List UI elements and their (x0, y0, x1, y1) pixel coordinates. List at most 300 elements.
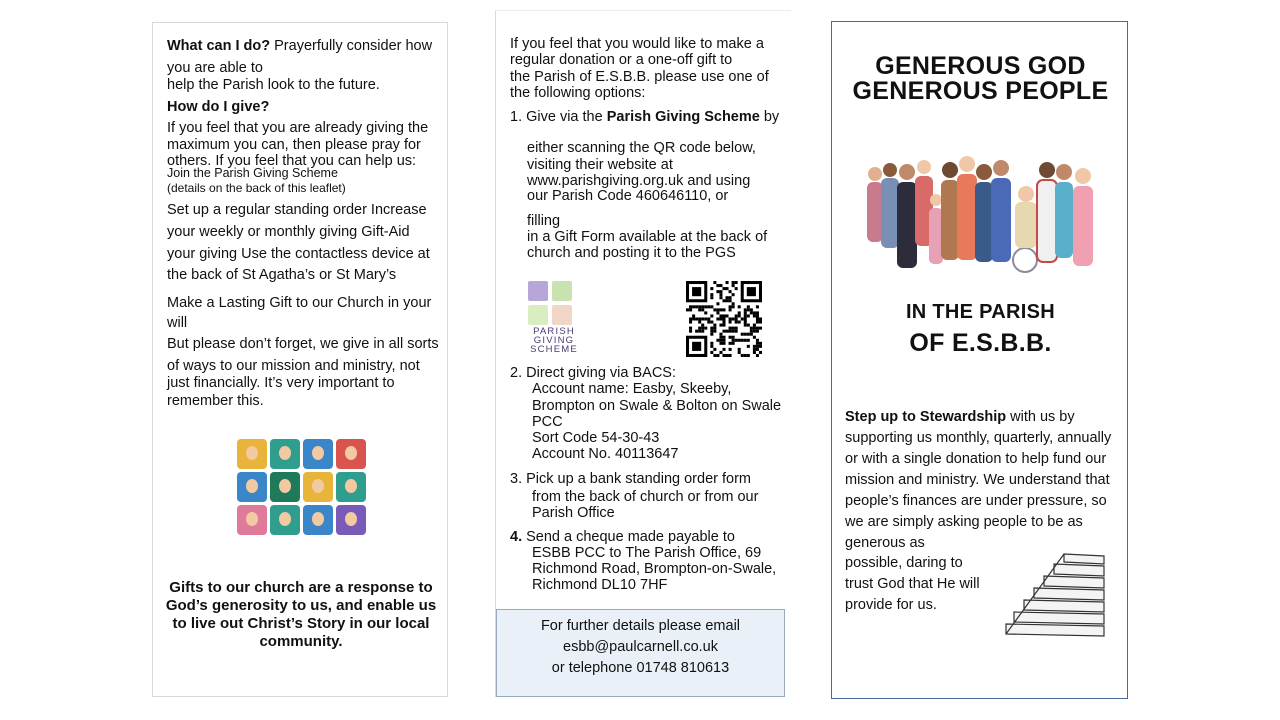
person-head (1075, 168, 1091, 184)
qr-module (735, 330, 738, 333)
closing-statement: Gifts to our church are a response to God’s generosity to us, and enable us to live out Christ’s Story in our local community. (165, 579, 437, 650)
qr-module (729, 305, 732, 308)
text-line: Set up a regular standing order Increase (167, 202, 427, 218)
qr-module (722, 342, 725, 345)
intro-line: the Parish of E.S.B.B. please use one of (510, 69, 769, 85)
option-2-line: Account No. 40113647 (532, 446, 679, 462)
qr-module (738, 311, 741, 314)
qr-module (747, 308, 750, 311)
stewardship-heading: Step up to Stewardship (845, 409, 1007, 425)
qr-module (710, 342, 713, 345)
qr-module (729, 321, 732, 324)
puzzle-piece (270, 472, 300, 502)
qr-module (722, 336, 725, 339)
qr-module (756, 305, 759, 308)
qr-module (707, 305, 710, 308)
person-figure (1037, 180, 1057, 262)
puzzle-faces-illustration (237, 439, 365, 535)
diverse-people-illustration (865, 152, 1099, 276)
question-label: How do I give? (167, 99, 270, 115)
qr-module (753, 345, 756, 348)
qr-module (732, 336, 735, 339)
qr-module (750, 333, 753, 336)
qr-module (710, 287, 713, 290)
person-figure (1015, 202, 1037, 248)
qr-module (732, 339, 735, 342)
qr-module (707, 321, 710, 324)
qr-module (722, 314, 725, 317)
qr-module (726, 314, 729, 317)
qr-module (750, 311, 753, 314)
qr-module (729, 290, 732, 293)
qr-module (738, 305, 741, 308)
subtitle-line-1: IN THE PARISH (905, 301, 1056, 323)
person-head (1018, 186, 1034, 202)
person-figure (881, 178, 899, 248)
option-1-line: our Parish Code 460646110, or (527, 188, 729, 204)
qr-module (716, 354, 719, 357)
qr-module (695, 317, 698, 320)
stewardship-line (845, 409, 1075, 425)
qr-module (713, 281, 716, 284)
qr-module (732, 305, 735, 308)
text-line: others. If you feel that you can help us: (167, 153, 417, 169)
qr-module (756, 330, 759, 333)
qr-module (750, 327, 753, 330)
qr-finder (747, 287, 756, 296)
question-what-can-i-do: What can I do? (167, 38, 271, 54)
qr-module (689, 327, 692, 330)
qr-module (726, 299, 729, 302)
middle-panel (495, 10, 791, 697)
qr-module (759, 345, 762, 348)
qr-module (756, 321, 759, 324)
qr-module (732, 281, 735, 284)
qr-module (722, 308, 725, 311)
qr-module (689, 308, 692, 311)
logo-square (552, 281, 572, 301)
qr-module (722, 348, 725, 351)
option-3-heading: 3. Pick up a bank standing order form (510, 471, 751, 487)
qr-module (704, 311, 707, 314)
qr-module (719, 293, 722, 296)
text-line: possible, daring to (845, 555, 963, 571)
option-1-line: either scanning the QR code below, (527, 140, 756, 156)
qr-module (716, 308, 719, 311)
qr-module (713, 348, 716, 351)
qr-module (719, 317, 722, 320)
text-line: maximum you can, then please pray for (167, 137, 421, 153)
qr-module (710, 333, 713, 336)
puzzle-piece (303, 439, 333, 469)
text-line: your giving Use the contactless device at (167, 246, 430, 262)
option-text: Send a cheque made payable to (522, 529, 735, 545)
person-figure (957, 174, 977, 260)
qr-module (701, 330, 704, 333)
logo-wordmark: PARISH GIVING SCHEME (530, 326, 578, 355)
qr-module (756, 348, 759, 351)
option-1-line: church and posting it to the PGS (527, 245, 736, 261)
qr-module (710, 330, 713, 333)
option-2-heading: 2. Direct giving via BACS: (510, 365, 677, 381)
qr-module (729, 336, 732, 339)
text-line: we are simply asking people to be as (845, 514, 1083, 530)
person-figure (975, 182, 993, 262)
qr-finder (692, 342, 701, 351)
puzzle-piece (270, 439, 300, 469)
qr-module (689, 305, 692, 308)
qr-module (741, 339, 744, 342)
text-line: Make a Lasting Gift to our Church in your (167, 295, 432, 311)
puzzle-piece (336, 439, 366, 469)
intro-line: If you feel that you would like to make a (510, 36, 764, 52)
person-head (868, 167, 882, 181)
qr-module (707, 317, 710, 320)
qr-module (732, 302, 735, 305)
qr-module (732, 330, 735, 333)
qr-module (747, 324, 750, 327)
qr-module (716, 290, 719, 293)
qr-module (726, 281, 729, 284)
option-2-line: PCC (532, 414, 563, 430)
qr-module (756, 354, 759, 357)
left-panel (152, 22, 448, 697)
qr-module (735, 317, 738, 320)
qr-module (753, 336, 756, 339)
qr-module (722, 321, 725, 324)
person-figure (867, 182, 883, 242)
option-2-line: Account name: Easby, Skeeby, (532, 381, 732, 397)
qr-module (729, 299, 732, 302)
qr-module (753, 324, 756, 327)
logo-square (552, 305, 572, 325)
option-1-heading (510, 109, 779, 125)
qr-module (698, 330, 701, 333)
qr-module (719, 339, 722, 342)
qr-module (719, 333, 722, 336)
qr-module (704, 317, 707, 320)
people-group (867, 156, 1093, 272)
text-line: mission and ministry. We understand that (845, 472, 1110, 488)
person-head (993, 160, 1009, 176)
option-4-heading (510, 529, 735, 545)
qr-module (756, 327, 759, 330)
person-figure (1055, 182, 1073, 258)
qr-module (744, 339, 747, 342)
text-line: help the Parish look to the future. (167, 77, 380, 93)
title-line-1: GENEROUS GOD (875, 52, 1086, 80)
qr-module (722, 324, 725, 327)
qr-module (695, 305, 698, 308)
stair-steps (1006, 554, 1104, 636)
qr-module (759, 317, 762, 320)
puzzle-piece (336, 472, 366, 502)
qr-module (741, 317, 744, 320)
puzzle-piece (237, 439, 267, 469)
qr-module (710, 314, 713, 317)
qr-module (738, 314, 741, 317)
qr-module (722, 287, 725, 290)
text-line: just financially. It’s very important to (167, 375, 395, 391)
qr-module (759, 342, 762, 345)
option-number: 1. Give via the (510, 109, 607, 125)
logo-square (528, 305, 548, 325)
qr-module (719, 336, 722, 339)
text-line: or with a single donation to help fund our (845, 451, 1107, 467)
person-head (899, 164, 915, 180)
person-head (917, 160, 931, 174)
qr-module (726, 287, 729, 290)
qr-module (756, 342, 759, 345)
join-scheme-note: (details on the back of this leaflet) (167, 181, 346, 195)
stair-step (1024, 600, 1104, 612)
qr-module (738, 339, 741, 342)
qr-module (713, 308, 716, 311)
question-how-do-i-give (167, 99, 269, 115)
qr-module (722, 339, 725, 342)
qr-module (747, 345, 750, 348)
person-head (883, 163, 897, 177)
qr-module (704, 305, 707, 308)
option-2-line: Sort Code 54-30-43 (532, 430, 660, 446)
text-line: will (167, 315, 188, 331)
person-head (959, 156, 975, 172)
person-head (1039, 162, 1055, 178)
text-line: of ways to our mission and ministry, not (167, 358, 420, 374)
qr-module (738, 351, 741, 354)
stewardship-text: with us by (1006, 409, 1075, 425)
text-line: provide for us. (845, 597, 937, 613)
qr-module (735, 327, 738, 330)
stair-step (1044, 576, 1104, 588)
option-4-line: ESBB PCC to The Parish Office, 69 (532, 545, 762, 561)
qr-code[interactable] (686, 281, 762, 357)
qr-module (726, 354, 729, 357)
stair-step (1014, 612, 1104, 624)
qr-module (698, 308, 701, 311)
stair-step (1006, 624, 1104, 636)
qr-module (698, 321, 701, 324)
qr-module (719, 284, 722, 287)
qr-module (747, 333, 750, 336)
qr-module (729, 308, 732, 311)
person-head (930, 194, 942, 206)
qr-module (744, 354, 747, 357)
qr-module (756, 339, 759, 342)
qr-module (753, 327, 756, 330)
qr-module (735, 281, 738, 284)
text-line: trust God that He will (845, 576, 980, 592)
option-4-line: Richmond DL10 7HF (532, 577, 668, 593)
qr-module (689, 321, 692, 324)
qr-module (756, 311, 759, 314)
qr-module (753, 311, 756, 314)
intro-line: regular donation or a one-off gift to (510, 52, 733, 68)
qr-module (732, 293, 735, 296)
option-text: by (759, 109, 780, 125)
qr-module (701, 327, 704, 330)
qr-module (753, 351, 756, 354)
qr-module (756, 345, 759, 348)
qr-module (735, 287, 738, 290)
puzzle-piece (303, 505, 333, 535)
option-1-line: visiting their website at (527, 157, 673, 173)
qr-module (701, 317, 704, 320)
text-line: But please don’t forget, we give in all sorts (167, 336, 439, 352)
qr-module (738, 348, 741, 351)
text-line: generous as (845, 535, 925, 551)
qr-finder (692, 287, 701, 296)
person-head (942, 162, 958, 178)
stair-step (1034, 588, 1104, 600)
subtitle-line-2: OF E.S.B.B. (909, 329, 1052, 357)
option-3-line: Parish Office (532, 505, 615, 521)
qr-module (750, 330, 753, 333)
qr-module (719, 296, 722, 299)
person-head (1056, 164, 1072, 180)
text-line: remember this. (167, 393, 264, 409)
qr-module (710, 293, 713, 296)
qr-module (729, 348, 732, 351)
qr-module (710, 327, 713, 330)
staircase-illustration (1004, 550, 1106, 638)
option-4-line: Richmond Road, Brompton-on-Swale, (532, 561, 777, 577)
wheelchair-wheel (1013, 248, 1037, 272)
qr-module (747, 354, 750, 357)
qr-module (704, 327, 707, 330)
qr-module (732, 327, 735, 330)
qr-module (741, 333, 744, 336)
qr-module (710, 345, 713, 348)
qr-module (732, 317, 735, 320)
qr-module (744, 308, 747, 311)
qr-module (759, 321, 762, 324)
qr-module (744, 333, 747, 336)
qr-module (698, 317, 701, 320)
stair-step (1064, 554, 1104, 564)
qr-module (713, 354, 716, 357)
qr-module (701, 324, 704, 327)
puzzle-piece (303, 472, 333, 502)
qr-module (726, 330, 729, 333)
text-line: people’s finances are under pressure, so (845, 493, 1107, 509)
qr-module (710, 305, 713, 308)
qr-module (719, 351, 722, 354)
qr-module (722, 354, 725, 357)
qr-module (710, 296, 713, 299)
qr-module (719, 342, 722, 345)
qr-module (744, 321, 747, 324)
qr-module (729, 330, 732, 333)
qr-module (686, 308, 689, 311)
qr-module (759, 327, 762, 330)
qr-module (729, 354, 732, 357)
intro-line: the following options: (510, 85, 646, 101)
puzzle-piece (237, 472, 267, 502)
puzzle-piece (336, 505, 366, 535)
text-line: the back of St Agatha’s or St Mary’s (167, 267, 397, 283)
qr-module (741, 354, 744, 357)
person-figure (941, 180, 959, 260)
text-line: If you feel that you are already giving the (167, 120, 429, 136)
qr-module (692, 305, 695, 308)
qr-module (713, 324, 716, 327)
qr-module (738, 321, 741, 324)
qr-module (729, 327, 732, 330)
person-head (976, 164, 992, 180)
qr-module (713, 330, 716, 333)
person-figure (1073, 186, 1093, 266)
contact-phone: or telephone 01748 810613 (551, 660, 730, 676)
qr-module (744, 314, 747, 317)
qr-module (753, 314, 756, 317)
qr-module (750, 308, 753, 311)
qr-module (713, 327, 716, 330)
qr-module (716, 317, 719, 320)
option-3-line: from the back of church or from our (532, 489, 759, 505)
stair-step (1054, 564, 1104, 576)
qr-module (735, 321, 738, 324)
qr-module (732, 284, 735, 287)
join-scheme-line: Join the Parish Giving Scheme (167, 166, 338, 180)
qr-module (747, 339, 750, 342)
text-line: supporting us monthly, quarterly, annually (845, 430, 1112, 446)
qr-module (698, 305, 701, 308)
qr-module (716, 311, 719, 314)
qr-module (735, 339, 738, 342)
qr-module (695, 330, 698, 333)
qr-module (735, 314, 738, 317)
contact-email-link[interactable]: esbb@paulcarnell.co.uk (563, 639, 718, 655)
contact-line: For further details please email (540, 618, 741, 634)
option-1-line: in a Gift Form available at the back of (527, 229, 768, 245)
qr-module (729, 296, 732, 299)
qr-module (701, 308, 704, 311)
puzzle-piece (237, 505, 267, 535)
right-panel (831, 21, 1128, 699)
qr-module (747, 314, 750, 317)
qr-module (756, 314, 759, 317)
title-line-2: GENEROUS PEOPLE (852, 77, 1109, 105)
qr-module (722, 317, 725, 320)
parish-giving-scheme-name: Parish Giving Scheme (606, 109, 760, 125)
qr-module (753, 330, 756, 333)
qr-module (744, 317, 747, 320)
question-answer-start: Prayerfully consider how (270, 38, 433, 54)
contact-box (496, 609, 785, 697)
text-line: your weekly or monthly giving Gift-Aid (167, 224, 410, 240)
qr-module (756, 317, 759, 320)
qr-module (753, 348, 756, 351)
puzzle-piece (270, 505, 300, 535)
qr-module (719, 308, 722, 311)
qr-module (719, 314, 722, 317)
qr-module (698, 327, 701, 330)
qr-module (692, 317, 695, 320)
option-1-line: filling (527, 213, 561, 229)
option-2-line: Brompton on Swale & Bolton on Swale (532, 398, 782, 414)
option-number: 4. (510, 529, 523, 545)
text-line: you are able to (167, 60, 263, 76)
qr-module (689, 317, 692, 320)
qr-module (689, 330, 692, 333)
qr-module (744, 311, 747, 314)
qr-module (759, 351, 762, 354)
person-figure (897, 182, 917, 268)
qr-module (701, 305, 704, 308)
qr-module (747, 305, 750, 308)
what-can-i-do-line (167, 38, 432, 54)
